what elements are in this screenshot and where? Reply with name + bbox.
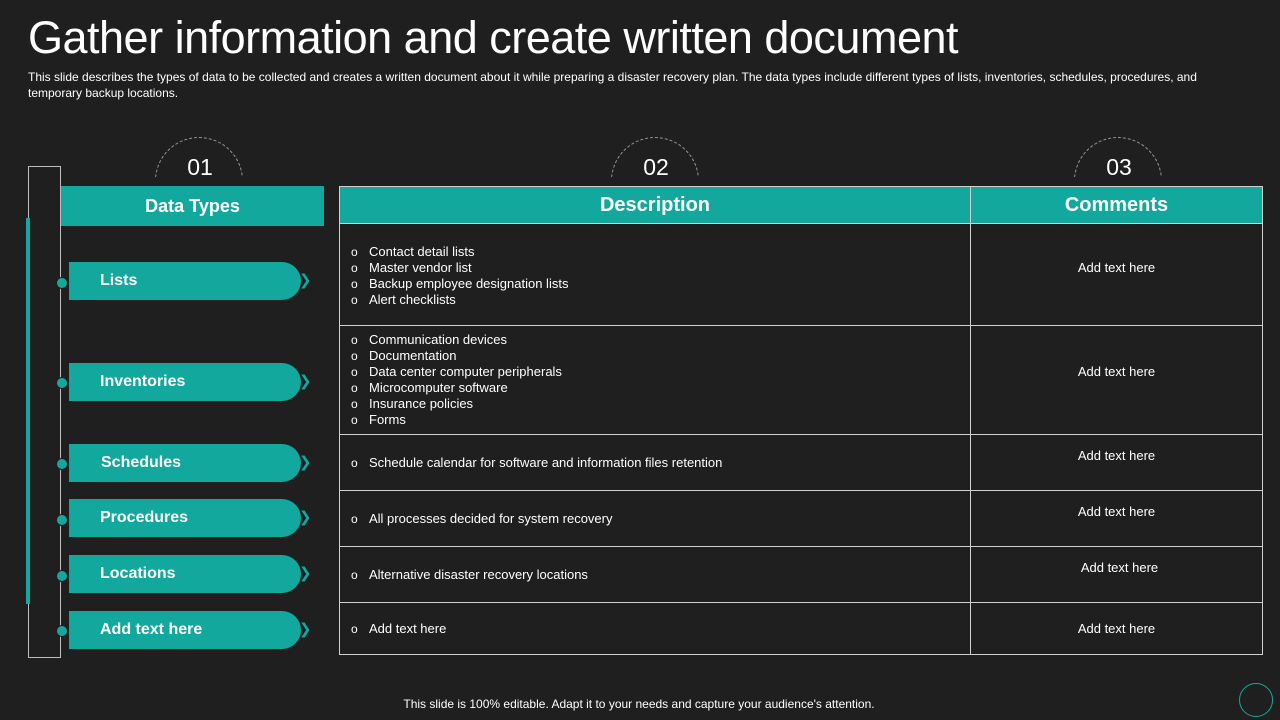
comments-header: Comments <box>971 187 1263 224</box>
list-item: o Communication devices <box>351 332 970 348</box>
list-item: o Microcomputer software <box>351 380 970 396</box>
circle-outline-icon <box>1239 683 1273 717</box>
slide-title: Gather information and create written document <box>28 12 958 63</box>
list-item: o Backup employee designation lists <box>351 276 970 292</box>
chevron-right-icon: ❯ <box>299 454 312 471</box>
comment-text: Add text here <box>1077 504 1156 519</box>
chevron-right-icon: ❯ <box>299 565 312 582</box>
slide-subtitle: This slide describes the types of data to be collected and creates a written document about it while preparing a disaster recovery plan. The data types include different types of lists, inventories, schedules, procedures, and temporary backup locations. <box>28 70 1197 100</box>
step-number-02 <box>611 137 701 183</box>
comment-cell[interactable] <box>971 547 1263 603</box>
step-number-text: 01 <box>187 154 213 180</box>
step-number-text: 03 <box>1106 154 1132 180</box>
comment-cell[interactable] <box>971 326 1263 435</box>
data-type-label: Locations <box>100 565 176 582</box>
step-number-text: 02 <box>643 154 669 180</box>
connector-dot-icon <box>56 514 68 526</box>
comment-cell[interactable] <box>971 491 1263 547</box>
connector-dot-icon <box>56 570 68 582</box>
comment-text: Add text here <box>1080 560 1159 575</box>
connector-dot-icon <box>56 458 68 470</box>
comment-text: Add text here <box>1077 448 1156 463</box>
data-table <box>339 186 1263 655</box>
list-item: o Master vendor list <box>351 260 970 276</box>
connector-dot-icon <box>56 277 68 289</box>
table-row <box>340 435 1263 491</box>
description-header: Description <box>340 187 971 224</box>
list-item: o Add text here <box>351 621 970 637</box>
list-item: o Documentation <box>351 348 970 364</box>
data-types-frame <box>28 166 61 658</box>
comment-cell[interactable] <box>971 603 1263 655</box>
comment-text: Add text here <box>1077 260 1156 275</box>
description-cell <box>340 547 971 603</box>
footer-note: This slide is 100% editable. Adapt it to your needs and capture your audience's attention. <box>403 697 875 711</box>
data-type-schedules[interactable] <box>69 444 301 482</box>
data-type-label: Procedures <box>100 509 189 526</box>
table-row <box>340 491 1263 547</box>
table-row <box>340 547 1263 603</box>
description-cell <box>340 491 971 547</box>
list-item: o Data center computer peripherals <box>351 364 970 380</box>
list-item: o Schedule calendar for software and information files retention <box>351 455 970 471</box>
step-number-01 <box>155 137 245 183</box>
data-type-label: Schedules <box>101 454 182 471</box>
list-item: o All processes decided for system recovery <box>351 511 970 527</box>
chevron-right-icon: ❯ <box>299 373 312 390</box>
data-type-lists[interactable] <box>69 262 301 300</box>
data-type-label: Inventories <box>100 373 186 390</box>
comment-text: Add text here <box>1077 621 1156 636</box>
data-type-add-text[interactable] <box>69 611 301 649</box>
data-type-label: Lists <box>100 272 138 289</box>
step-number-03 <box>1074 137 1164 183</box>
table-row <box>340 224 1263 326</box>
data-types-accent-bar <box>26 218 30 604</box>
description-cell <box>340 435 971 491</box>
data-type-label: Add text here <box>100 621 203 638</box>
chevron-right-icon: ❯ <box>299 272 312 289</box>
data-type-inventories[interactable] <box>69 363 301 401</box>
comment-text: Add text here <box>1077 364 1156 379</box>
list-item: o Alert checklists <box>351 292 970 308</box>
description-cell <box>340 224 971 326</box>
chevron-right-icon: ❯ <box>299 621 312 638</box>
list-item: o Forms <box>351 412 970 428</box>
chevron-right-icon: ❯ <box>299 509 312 526</box>
table-row <box>340 326 1263 435</box>
description-cell <box>340 326 971 435</box>
connector-dot-icon <box>56 625 68 637</box>
list-item: o Insurance policies <box>351 396 970 412</box>
comment-cell[interactable] <box>971 224 1263 326</box>
comment-cell[interactable] <box>971 435 1263 491</box>
list-item: o Contact detail lists <box>351 244 970 260</box>
list-item: o Alternative disaster recovery locations <box>351 567 970 583</box>
data-type-procedures[interactable] <box>69 499 301 537</box>
description-cell <box>340 603 971 655</box>
connector-dot-icon <box>56 377 68 389</box>
data-types-header: Data Types <box>61 186 324 226</box>
data-type-locations[interactable] <box>69 555 301 593</box>
table-row <box>340 603 1263 655</box>
